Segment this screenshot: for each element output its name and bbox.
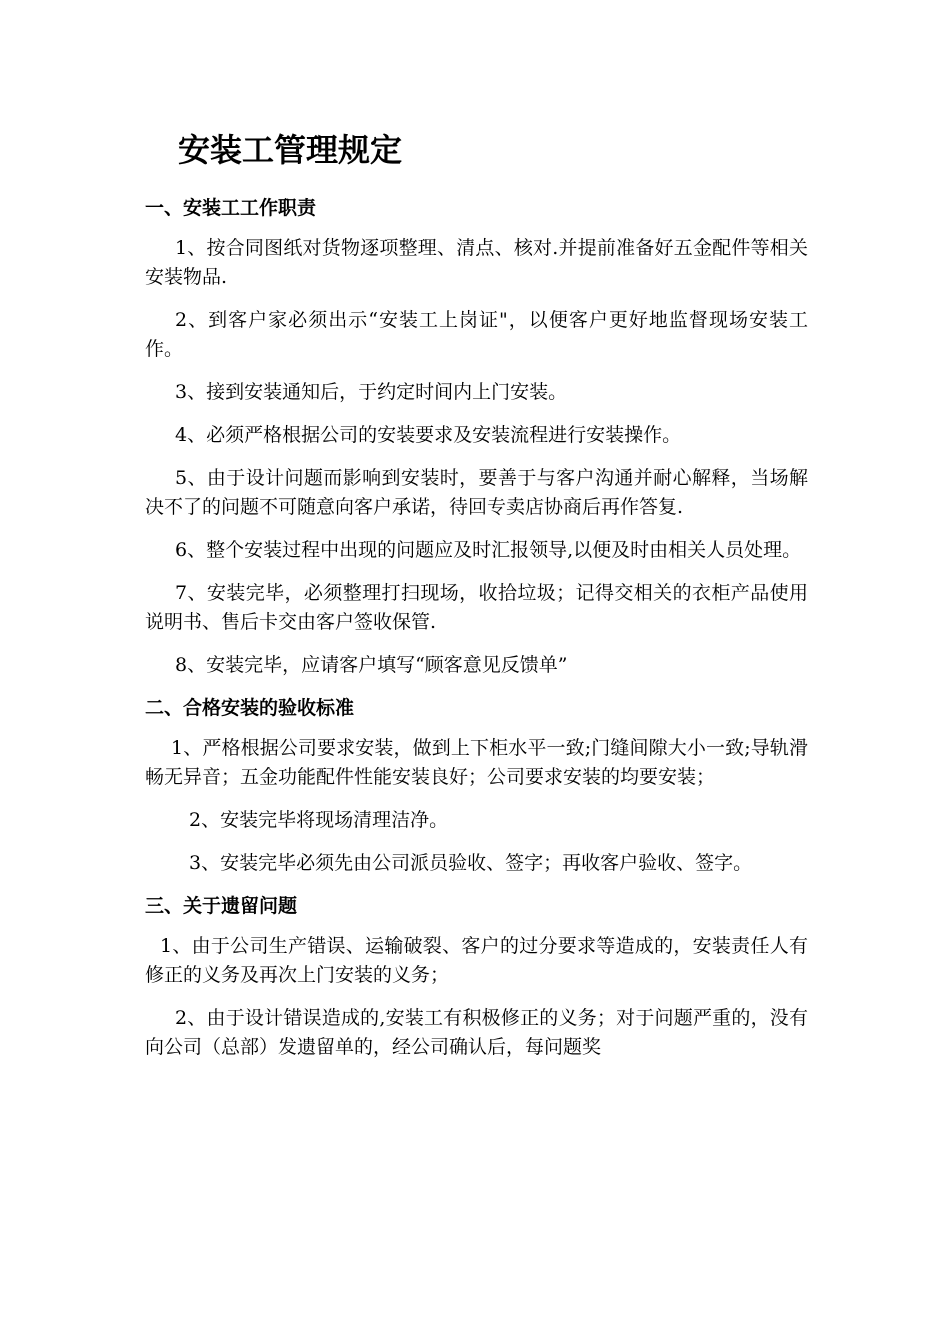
section-acceptance-standards (145, 694, 808, 878)
paragraph: 1、按合同图纸对货物逐项整理、清点、核对.并提前准备好五金配件等相关安装物品. (145, 237, 808, 288)
paragraph: 8、安装完毕，应请客户填写“顾客意见反馈单” (175, 654, 568, 676)
document-title: 安装工管理规定 (178, 131, 403, 169)
section-heading: 一、安装工工作职责 (145, 197, 317, 219)
paragraph: 3、接到安装通知后，于约定时间内上门安装。 (175, 381, 568, 403)
paragraph: 1、严格根据公司要求安装，做到上下柜水平一致;门缝间隙大小一致;导轨滑畅无异音；五金功能配件性能安装良好；公司要求安装的均要安装； (145, 737, 808, 788)
document-body (145, 194, 808, 1062)
paragraph: 7、安装完毕，必须整理打扫现场，收拾垃圾；记得交相关的衣柜产品使用说明书、售后卡交由客户签收保管. (145, 582, 808, 633)
paragraph: 2、到客户家必须出示“安装工上岗证"，以便客户更好地监督现场安装工作。 (145, 309, 808, 360)
section-heading: 三、关于遗留问题 (145, 895, 298, 917)
paragraph: 4、必须严格根据公司的安装要求及安装流程进行安装操作。 (175, 424, 682, 446)
section-duties (145, 194, 808, 680)
section-heading: 二、合格安装的验收标准 (145, 697, 355, 719)
section-outstanding-issues (145, 892, 808, 1062)
paragraph: 6、整个安装过程中出现的问题应及时汇报领导,以便及时由相关人员处理。 (175, 539, 802, 561)
paragraph: 5、由于设计问题而影响到安装时，要善于与客户沟通并耐心解释，当场解决不了的问题不可随意向客户承诺，待回专卖店协商后再作答复. (145, 467, 808, 518)
paragraph: 1、由于公司生产错误、运输破裂、客户的过分要求等造成的，安装责任人有修正的义务及再次上门安装的义务； (145, 935, 808, 986)
paragraph: 2、安装完毕将现场清理洁净。 (189, 809, 449, 831)
paragraph: 2、由于设计错误造成的,安装工有积极修正的义务；对于问题严重的，没有向公司（总部）发遗留单的，经公司确认后，每问题奖 (145, 1007, 808, 1058)
paragraph: 3、安装完毕必须先由公司派员验收、签字；再收客户验收、签字。 (189, 852, 753, 874)
